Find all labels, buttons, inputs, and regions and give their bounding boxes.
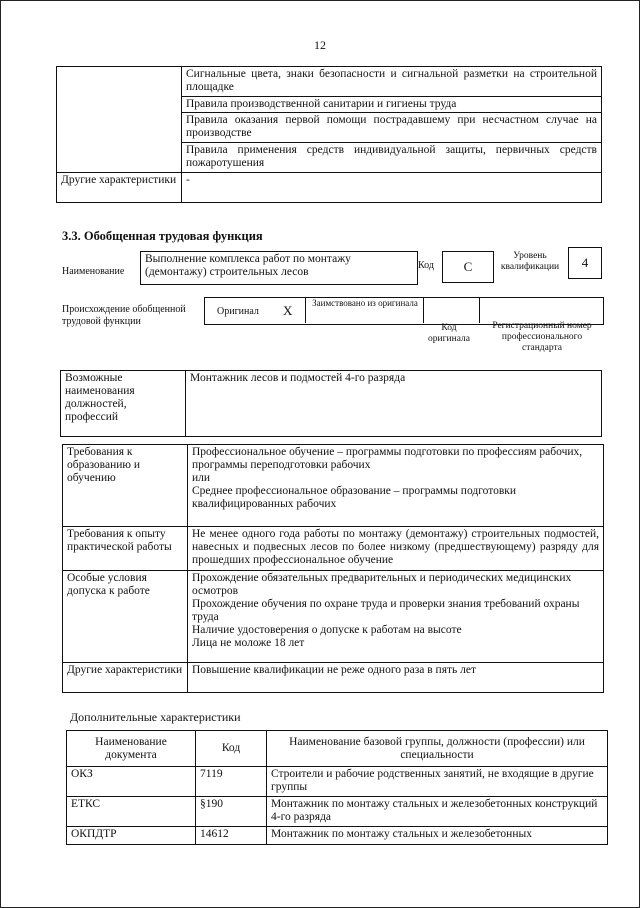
header-code: Код <box>196 731 267 767</box>
header-doc: Наименование документа <box>67 731 196 767</box>
positions-value: Монтажник лесов и подмостей 4-го разряда <box>186 371 602 437</box>
other-value: Повышение квалификации не реже одного раза в пять лет <box>188 663 604 693</box>
conditions-label: Особые условия допуска к работе <box>63 571 188 663</box>
additional-title: Дополнительные характеристики <box>70 710 241 724</box>
conditions-value <box>188 571 604 663</box>
divider <box>423 297 424 323</box>
row-code: 7119 <box>196 767 267 797</box>
other-characteristics-value: - <box>182 173 602 203</box>
section-title: 3.3. Обобщенная трудовая функция <box>62 229 263 243</box>
origin-label: Происхождение обобщенной трудовой функции <box>62 304 186 327</box>
knowledge-row: Правила оказания первой помощи пострадавшему при несчастном случае на производстве <box>182 113 602 143</box>
page-number: 12 <box>314 38 326 52</box>
header-name: Наименование базовой группы, должности (профессии) или специальности <box>267 731 608 767</box>
level-value: 4 <box>568 247 602 279</box>
registration-caption: Регистрационный номер профессионального стандарта <box>492 321 592 353</box>
condition-line: Лица не моложе 18 лет <box>192 637 305 649</box>
knowledge-table <box>56 66 602 203</box>
education-line: Среднее профессиональное образование – программы подготовки квалифицированных рабочих <box>192 485 517 510</box>
knowledge-row: Правила применения средств индивидуальной защиты, первичных средств пожаротушения <box>182 143 602 173</box>
condition-line: Прохождение обучения по охране труда и проверки знания требований охраны труда <box>192 598 580 623</box>
other-characteristics-label: Другие характеристики <box>57 173 182 203</box>
code-label: Код <box>418 260 434 271</box>
row-code: 14612 <box>196 827 267 845</box>
other-label: Другие характеристики <box>63 663 188 693</box>
row-name: Монтажник по монтажу стальных и железобетонных <box>267 827 608 845</box>
borrowed-label: Заимствовано из оригинала <box>312 298 418 308</box>
divider <box>479 297 480 323</box>
knowledge-row: Правила производственной санитарии и гигиены труда <box>182 97 602 113</box>
original-label: Оригинал <box>217 306 259 317</box>
additional-table <box>66 730 608 845</box>
condition-line: Наличие удостоверения о допуске к работам на высоте <box>192 624 462 636</box>
experience-value: Не менее одного года работы по монтажу (демонтажу) строительных подмостей, навесных и подвесных лесов по более низкому (предшествующему) разряду для прошедших профессиональное обучение <box>188 527 604 571</box>
row-code: §190 <box>196 797 267 827</box>
row-doc: ЕТКС <box>67 797 196 827</box>
empty-label-cell <box>57 67 182 173</box>
education-line: Профессиональное обучение – программы подготовки по профессиям рабочих, программы переподготовки рабочих <box>192 446 583 471</box>
row-doc: ОКПДТР <box>67 827 196 845</box>
condition-line: Прохождение обязательных предварительных и периодических медицинских осмотров <box>192 572 572 597</box>
experience-label: Требования к опыту практической работы <box>63 527 188 571</box>
education-value <box>188 445 604 527</box>
code-original-caption: Код оригинала <box>428 323 470 344</box>
education-label: Требования к образованию и обучению <box>63 445 188 527</box>
name-label: Наименование <box>62 266 125 277</box>
requirements-table <box>62 444 604 693</box>
row-name: Строители и рабочие родственных занятий, не входящие в другие группы <box>267 767 608 797</box>
original-mark: Х <box>283 303 293 318</box>
divider <box>305 297 306 323</box>
education-line: или <box>192 472 211 484</box>
name-value: Выполнение комплекса работ по монтажу (демонтажу) строительных лесов <box>140 251 418 285</box>
positions-label: Возможные наименования должностей, профессий <box>61 371 186 437</box>
level-label: Уровень квалификации <box>500 251 560 272</box>
row-name: Монтажник по монтажу стальных и железобетонных конструкций 4-го разряда <box>267 797 608 827</box>
positions-table <box>60 370 602 437</box>
row-doc: ОКЗ <box>67 767 196 797</box>
code-value: С <box>442 251 494 283</box>
knowledge-row: Сигнальные цвета, знаки безопасности и сигнальной разметки на строительной площадке <box>182 67 602 97</box>
